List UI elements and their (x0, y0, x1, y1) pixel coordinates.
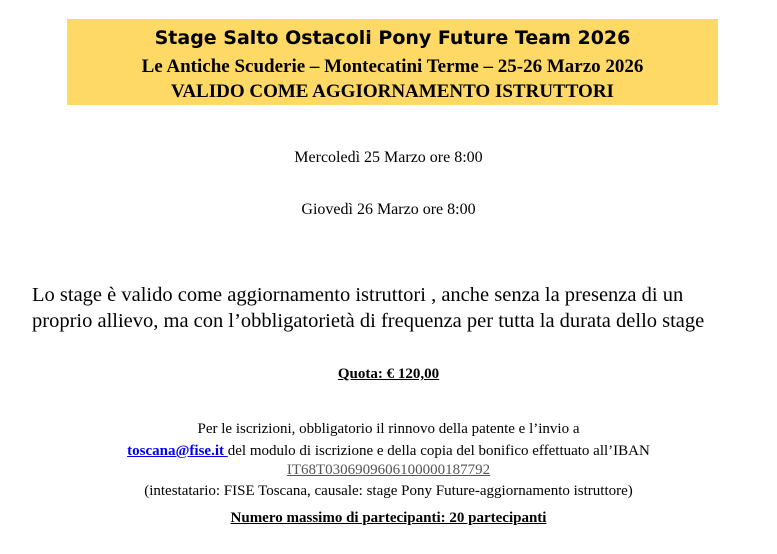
event-title: Stage Salto Ostacoli Pony Future Team 2026 (154, 27, 631, 49)
iban-value: IT68T0306909606100000187792 (286, 462, 491, 478)
max-participants: Numero massimo di partecipanti: 20 partecipanti (230, 510, 547, 526)
registration-line-2 (0, 441, 777, 461)
schedule-day-2: Giovedì 26 Marzo ore 8:00 (301, 201, 476, 218)
registration-line-4: (intestatario: FISE Toscana, causale: stage Pony Future-aggiornamento istruttore) (144, 483, 633, 499)
event-venue-dates: Le Antiche Scuderie – Montecatini Terme – 25-26 Marzo 2026 (141, 56, 644, 77)
schedule-day-1: Mercoledì 25 Marzo ore 8:00 (294, 149, 483, 166)
event-validity: VALIDO COME AGGIORNAMENTO ISTRUTTORI (171, 81, 614, 102)
iban-line (0, 460, 777, 480)
registration-line-2-text: del modulo di iscrizione e della copia del bonifico effettuato all’IBAN (227, 443, 650, 459)
registration-line-1: Per le iscrizioni, obbligatorio il rinnovo della patente e l’invio a (197, 421, 580, 437)
header-banner (67, 19, 718, 105)
price-quota: Quota: € 120,00 (337, 366, 440, 382)
email-link[interactable]: toscana@fise.it (127, 443, 228, 459)
validity-paragraph: Lo stage è valido come aggiornamento istruttori , anche senza la presenza di un proprio allievo, ma con l’obbligatorietà di frequenza per tutta la durata dello stage (32, 284, 705, 332)
